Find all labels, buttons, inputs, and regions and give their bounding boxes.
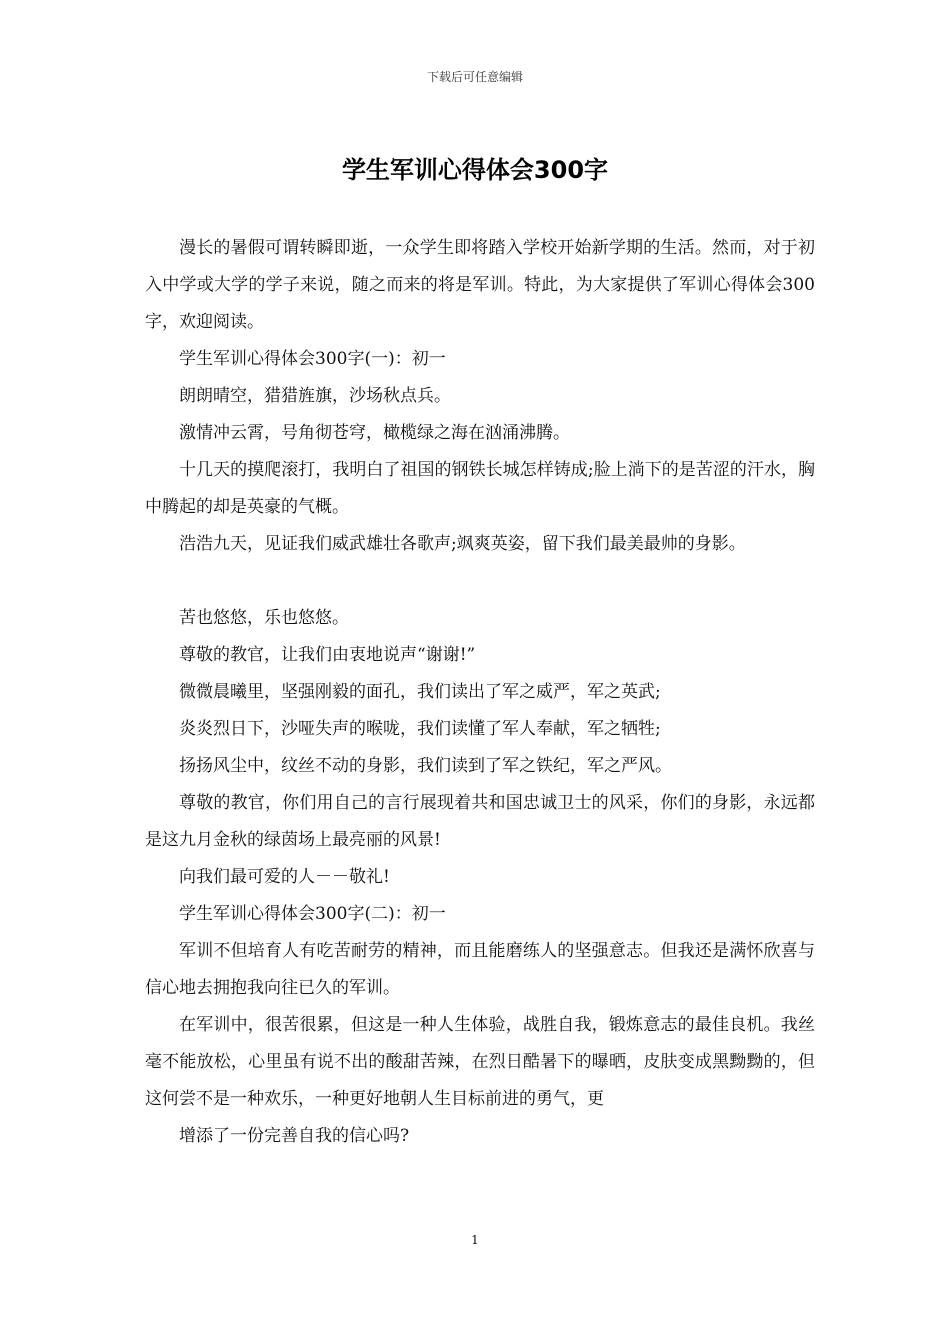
body-paragraph: 激情冲云霄，号角彻苍穹，橄榄绿之海在汹涌沸腾。 <box>179 423 570 443</box>
body-paragraph: 微微晨曦里，坚强刚毅的面孔，我们读出了军之威严，军之英武; <box>179 682 661 702</box>
body-paragraph: 在军训中，很苦很累，但这是一种人生体验，战胜自我，锻炼意志的最佳良机。我丝毫不能放松，心里虽有说不出的酸甜苦辣，在烈日酷暑下的曝晒，皮肤变成黑黝黝的，但这何尝不是一种欢乐，一种更好地朝人生目标前进的勇气，更 <box>145 1015 815 1109</box>
body-paragraph: 尊敬的教官，让我们由衷地说声“谢谢!” <box>179 645 476 665</box>
document-title: 学生军训心得体会300字 <box>341 156 609 184</box>
body-paragraph: 向我们最可爱的人－－敬礼! <box>179 867 390 887</box>
body-paragraph: 苦也悠悠，乐也悠悠。 <box>179 608 349 628</box>
body-paragraph: 尊敬的教官，你们用自己的言行展现着共和国忠诚卫士的风采，你们的身影，永远都是这九月金秋的绿茵场上最亮丽的风景! <box>145 793 815 850</box>
section-heading-2: 学生军训心得体会300字(二)：初一 <box>179 904 446 924</box>
intro-paragraph: 漫长的暑假可谓转瞬即逝，一众学生即将踏入学校开始新学期的生活。然而，对于初入中学或大学的学子来说，随之而来的将是军训。特此，为大家提供了军训心得体会300字，欢迎阅读。 <box>145 238 815 332</box>
blank-line <box>145 563 815 600</box>
header-note: 下载后可任意编辑 <box>426 70 523 84</box>
section-heading-1: 学生军训心得体会300字(一)：初一 <box>179 349 446 369</box>
body-paragraph: 军训不但培育人有吃苦耐劳的精神，而且能磨练人的坚强意志。但我还是满怀欣喜与信心地去拥抱我向往已久的军训。 <box>145 941 815 998</box>
body-paragraph: 朗朗晴空，猎猎旌旗，沙场秋点兵。 <box>179 386 451 406</box>
page-number: 1 <box>471 1233 479 1247</box>
body-paragraph: 扬扬风尘中，纹丝不动的身影，我们读到了军之铁纪，军之严风。 <box>179 756 672 776</box>
document-body <box>145 230 815 1155</box>
body-paragraph: 炎炎烈日下，沙哑失声的喉咙，我们读懂了军人奉献，军之牺牲; <box>179 719 661 739</box>
body-paragraph: 十几天的摸爬滚打，我明白了祖国的钢铁长城怎样铸成;脸上淌下的是苦涩的汗水，胸中腾起的却是英豪的气概。 <box>145 460 815 517</box>
body-paragraph: 增添了一份完善自我的信心吗? <box>179 1126 410 1146</box>
body-paragraph: 浩浩九天，见证我们威武雄壮各歌声;飒爽英姿，留下我们最美最帅的身影。 <box>179 534 746 554</box>
